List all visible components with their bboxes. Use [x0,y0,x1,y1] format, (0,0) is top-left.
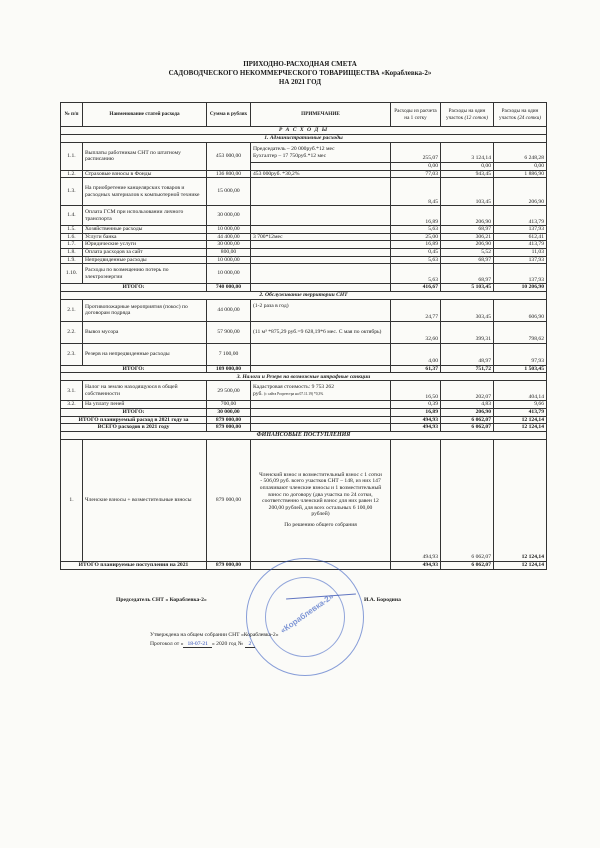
row-sum: 30 000,00 [207,241,251,249]
planned-expense-per-plot24: 12 124,14 [494,416,547,424]
table-row [61,241,547,249]
row-note [251,178,391,206]
row-sum: 44 000,00 [207,299,251,321]
row-per-plot24: 137,93 [494,256,547,264]
table-row [61,233,547,241]
subtotal-row [61,365,547,373]
col-num: № п/п [61,103,83,127]
row-per-plot: 68,97 [441,226,494,234]
organization-stamp [246,558,364,676]
row-note [251,143,391,163]
row-per-plot: 202,07 [441,381,494,401]
table-row [61,264,547,284]
row-per-plot24: 6 248,28 [494,143,547,163]
subtotal-note [251,284,391,292]
row-note [251,206,391,226]
protocol-line: Протокол от « 18-07-21 » 2020 год № 2 [150,641,255,647]
section-1-row [61,135,547,143]
row-per-plot24: 137,93 [494,226,547,234]
row-per-share: 5,63 [391,264,441,284]
row-per-share: 24,77 [391,299,441,321]
row-num: 2.2. [61,321,83,343]
row-per-share: 5,63 [391,256,441,264]
expenses-title: Р А С Х О Д Ы [61,127,547,135]
row-per-plot24: 9,66 [494,401,547,409]
planned-expense-sum: 879 000,00 [207,416,251,424]
table-row [61,248,547,256]
subtotal-label: ИТОГО: [61,365,207,373]
total-expense-row [61,424,547,432]
row-per-plot: 0,00 [441,163,494,171]
row-note: 453 000руб. *30,2% [251,170,391,178]
income-per-plot24: 12 124,14 [494,439,547,561]
subtotal-per-plot: 5 103,45 [441,284,494,292]
subtotal-per-plot: 751,72 [441,365,494,373]
row-sum: 136 800,00 [207,170,251,178]
protocol-prefix: Протокол от « [150,641,184,647]
col-per-plot24 [494,103,547,127]
row-num: 1.4. [61,206,83,226]
table-row [61,381,547,401]
section-1-title: 1. Административные расходы [61,135,547,143]
row-note: (11 м³ *875,29 руб.=9 628,19*6 мес. С мая по октябрь) [251,321,391,343]
subtotal-label: ИТОГО: [61,408,207,416]
planned-expense-label: ИТОГО планируемый расход в 2021 году за [61,416,207,424]
table-header-row [61,103,547,127]
row-per-plot24: 97,93 [494,343,547,365]
row-per-plot: 68,97 [441,264,494,284]
row-name: Вывоз мусора [83,321,207,343]
income-name: Членские взносы + возместительные взносы [83,439,207,561]
table-row [61,343,547,365]
chair-name: И.А. Бородина [364,597,401,603]
row-per-share: 16,89 [391,241,441,249]
row-sum: 700,00 [207,401,251,409]
row-sum: 10 000,00 [207,256,251,264]
row-name: Юридические услуги [83,241,207,249]
section-2-row [61,291,547,299]
row-sum: 30 000,00 [207,206,251,226]
row-num: 1.9. [61,256,83,264]
row-sum: 29 500,00 [207,381,251,401]
col-per-share: Расходы из расчета на 1 сотку [391,103,441,127]
row-name: Страховые взносы в Фонды [83,170,207,178]
row-name: Оплата ГСМ при использовании личного транспорта [83,206,207,226]
income-note-text: Членский взнос и возместительный взнос с 1 сотки - 506,09 руб. всего участков СНТ – 148, из них 147 оплачивают членские взносы и 1 возместительный взнос по договору (два участка по 24 сотки, соответственно членский взнос для них равен 12 200,00 рублей, для всех остальных 6 100,00 рублей) [259,471,382,518]
subtotal-note [251,408,391,416]
row-per-plot: 103,45 [441,178,494,206]
subtotal-per-plot24: 413,79 [494,408,547,416]
row-note: (1-2 раза в год) [251,299,391,321]
income-total-per-plot24: 12 124,14 [494,561,547,569]
approval-text: Утверждена на общем собрании СНТ «Кораблевка-2» [150,632,279,638]
protocol-date: 18-07-21 [183,641,212,648]
subtotal-row [61,284,547,292]
row-name: Непредвиденные расходы [83,256,207,264]
row-sum: 44 400,00 [207,233,251,241]
row-sum: 57 900,00 [207,321,251,343]
income-total-label: ИТОГО планируемые поступления на 2021 [61,561,207,569]
row-name: Расходы по возмещению потерь по электроэнергии [83,264,207,284]
total-expense-per-plot: 6 062,07 [441,424,494,432]
row-num: 1.10. [61,264,83,284]
planned-expense-note [251,416,391,424]
row-num: 2.1. [61,299,83,321]
income-num: 1. [61,439,83,561]
row-per-plot: 206,90 [441,241,494,249]
subtotal-note [251,365,391,373]
row-note-line: Кадастровая стоимость: 9 753 262 [253,384,335,391]
row-note [251,343,391,365]
expenses-title-row [61,127,547,135]
row-per-share: 32,60 [391,321,441,343]
chair-title: Председатель СНТ « Кораблевка-2» [116,597,207,603]
row-per-plot24: 137,93 [494,264,547,284]
row-sum: 800,00 [207,248,251,256]
income-total-sum: 879 000,00 [207,561,251,569]
row-per-share: 0,39 [391,401,441,409]
col-per-plot-label: Расходы на один участок [446,108,486,121]
row-per-share: 77,03 [391,170,441,178]
row-num: 1.2. [61,170,83,178]
subtotal-per-plot24: 1 503,45 [494,365,547,373]
row-sum: 453 000,00 [207,143,251,171]
row-note [251,226,391,234]
row-per-plot: 5,52 [441,248,494,256]
row-note [251,264,391,284]
stamp-text: «Кораблевка-2» [278,591,336,636]
total-expense-per-share: 494,93 [391,424,441,432]
row-note-line: Председатель – 20 000руб.*12 мес [253,145,335,152]
row-num: 1.6. [61,233,83,241]
row-per-share: 0,00 [391,163,441,171]
subtotal-per-share: 16,89 [391,408,441,416]
total-expense-note [251,424,391,432]
income-sum: 879 000,00 [207,439,251,561]
row-per-plot24: 798,62 [494,321,547,343]
subtotal-sum: 30 000,00 [207,408,251,416]
row-per-plot: 68,97 [441,256,494,264]
row-per-plot24: 0,00 [494,163,547,171]
table-row [61,170,547,178]
row-per-plot24: 606,90 [494,299,547,321]
subtotal-per-share: 416,67 [391,284,441,292]
protocol-year: 2020 год № [216,641,244,647]
protocol-num: 2 [245,641,256,648]
subtotal-per-plot: 206,90 [441,408,494,416]
row-per-share: 5,63 [391,226,441,234]
subtotal-sum: 109 000,00 [207,365,251,373]
row-per-plot24: 413,79 [494,241,547,249]
row-per-plot24: 404,14 [494,381,547,401]
row-name: На уплату пеней [83,401,207,409]
income-note [251,439,391,561]
income-per-plot: 6 062,07 [441,439,494,561]
col-per-plot24-sub: (24 сотки) [517,114,541,121]
row-per-share: 4,00 [391,343,441,365]
row-note [251,256,391,264]
row-per-plot24: 11,03 [494,248,547,256]
row-per-plot24: 612,41 [494,233,547,241]
row-name: Хозяйственные расходы [83,226,207,234]
col-sum: Сумма в рублях [207,103,251,127]
row-per-plot: 48,97 [441,343,494,365]
col-note: ПРИМЕЧАНИЕ [251,103,391,127]
total-expense-label: ВСЕГО расходов в 2021 году [61,424,207,432]
row-name: Выплаты работникам СНТ по штатному расписанию [83,143,207,171]
section-3-title: 3. Налоги и Резерв на возможные штрафные санкции [61,373,547,381]
table-row [61,299,547,321]
row-per-plot: 306,21 [441,233,494,241]
row-per-share: 255,07 [391,143,441,163]
row-num: 1.3. [61,178,83,206]
subtotal-per-share: 61,37 [391,365,441,373]
subtotal-sum: 740 000,00 [207,284,251,292]
col-per-plot-sub: (12 соток) [464,114,488,121]
income-total-per-plot: 6 062,07 [441,561,494,569]
row-name: Налог на землю находящуюся в общей собственности [83,381,207,401]
row-note [251,248,391,256]
row-num: 2.3. [61,343,83,365]
income-per-share: 494,93 [391,439,441,561]
row-per-share: 25,00 [391,233,441,241]
table-row [61,401,547,409]
row-per-plot24: 1 886,90 [494,170,547,178]
subtotal-row [61,408,547,416]
income-note-end: По решению общего собрания [284,522,357,528]
row-note [251,163,391,171]
row-per-share: 0,45 [391,248,441,256]
row-per-share: 8,45 [391,178,441,206]
row-per-plot: 3 124,14 [441,143,494,163]
col-name: Наименование статей расхода [83,103,207,127]
row-per-share: 16,50 [391,381,441,401]
income-row [61,439,547,561]
row-per-plot: 303,45 [441,299,494,321]
row-per-plot: 4,83 [441,401,494,409]
section-2-title: 2. Обслуживание территории СНТ [61,291,547,299]
subtotal-per-plot24: 10 206,90 [494,284,547,292]
planned-expense-row [61,416,547,424]
income-title: ФИНАНСОВЫЕ ПОСТУПЛЕНИЯ [61,431,547,439]
row-per-plot: 206,90 [441,206,494,226]
row-sum: 10 000,00 [207,226,251,234]
subtotal-label: ИТОГО: [61,284,207,292]
row-num: 3.1. [61,381,83,401]
table-row [61,206,547,226]
row-note-line: Бухгалтер – 17 750руб.*12 мес [253,152,327,159]
income-title-row [61,431,547,439]
row-note: 3 700*12мес [251,233,391,241]
row-note [251,381,391,401]
row-name: Резерв на непредвиденные расходы [83,343,207,365]
row-sum: 15 000,00 [207,178,251,206]
row-per-plot24: 206,90 [494,178,547,206]
planned-expense-per-plot: 6 062,07 [441,416,494,424]
planned-expense-per-share: 494,93 [391,416,441,424]
table-row [61,256,547,264]
row-note-line [253,391,388,398]
section-3-row [61,373,547,381]
row-num: 1.5. [61,226,83,234]
table-row [61,321,547,343]
row-num: 1.8. [61,248,83,256]
row-per-share: 16,89 [391,206,441,226]
col-per-plot [441,103,494,127]
total-expense-sum: 879 000,00 [207,424,251,432]
title-line-1: ПРИХОДНО-РАСХОДНАЯ СМЕТА [243,60,357,68]
total-expense-per-plot24: 12 124,14 [494,424,547,432]
title-line-3: НА 2021 ГОД [278,78,322,86]
row-name: Услуги банка [83,233,207,241]
row-sum: 7 100,00 [207,343,251,365]
table-row [61,226,547,234]
row-note-unit: руб. [253,390,263,397]
row-name: Оплата расходов за сайт [83,248,207,256]
budget-table [60,102,547,570]
table-row [61,143,547,163]
row-sum: 10 000,00 [207,264,251,284]
row-per-plot: 943,45 [441,170,494,178]
row-note-source: (с сайта Росреестра на 07.11.19) *0,3% [264,391,324,396]
row-name: Противопожарные мероприятия (покос) по договорам подряда [83,299,207,321]
income-total-per-share: 494,93 [391,561,441,569]
title-line-2: САДОВОДЧЕСКОГО НЕКОММЕРЧЕСКОГО ТОВАРИЩЕСТВА «Кораблевка-2» [168,69,432,77]
table-row [61,178,547,206]
row-note [251,401,391,409]
row-note [251,241,391,249]
row-num: 1.7. [61,241,83,249]
row-per-plot24: 413,79 [494,206,547,226]
row-per-plot: 399,31 [441,321,494,343]
row-name: На приобретение канцелярских товаров и расходных материалов к компьютерной технике [83,178,207,206]
row-num: 3.2. [61,401,83,409]
row-num: 1.1. [61,143,83,171]
col-per-plot24-label: Расходы на один участок [499,108,539,121]
